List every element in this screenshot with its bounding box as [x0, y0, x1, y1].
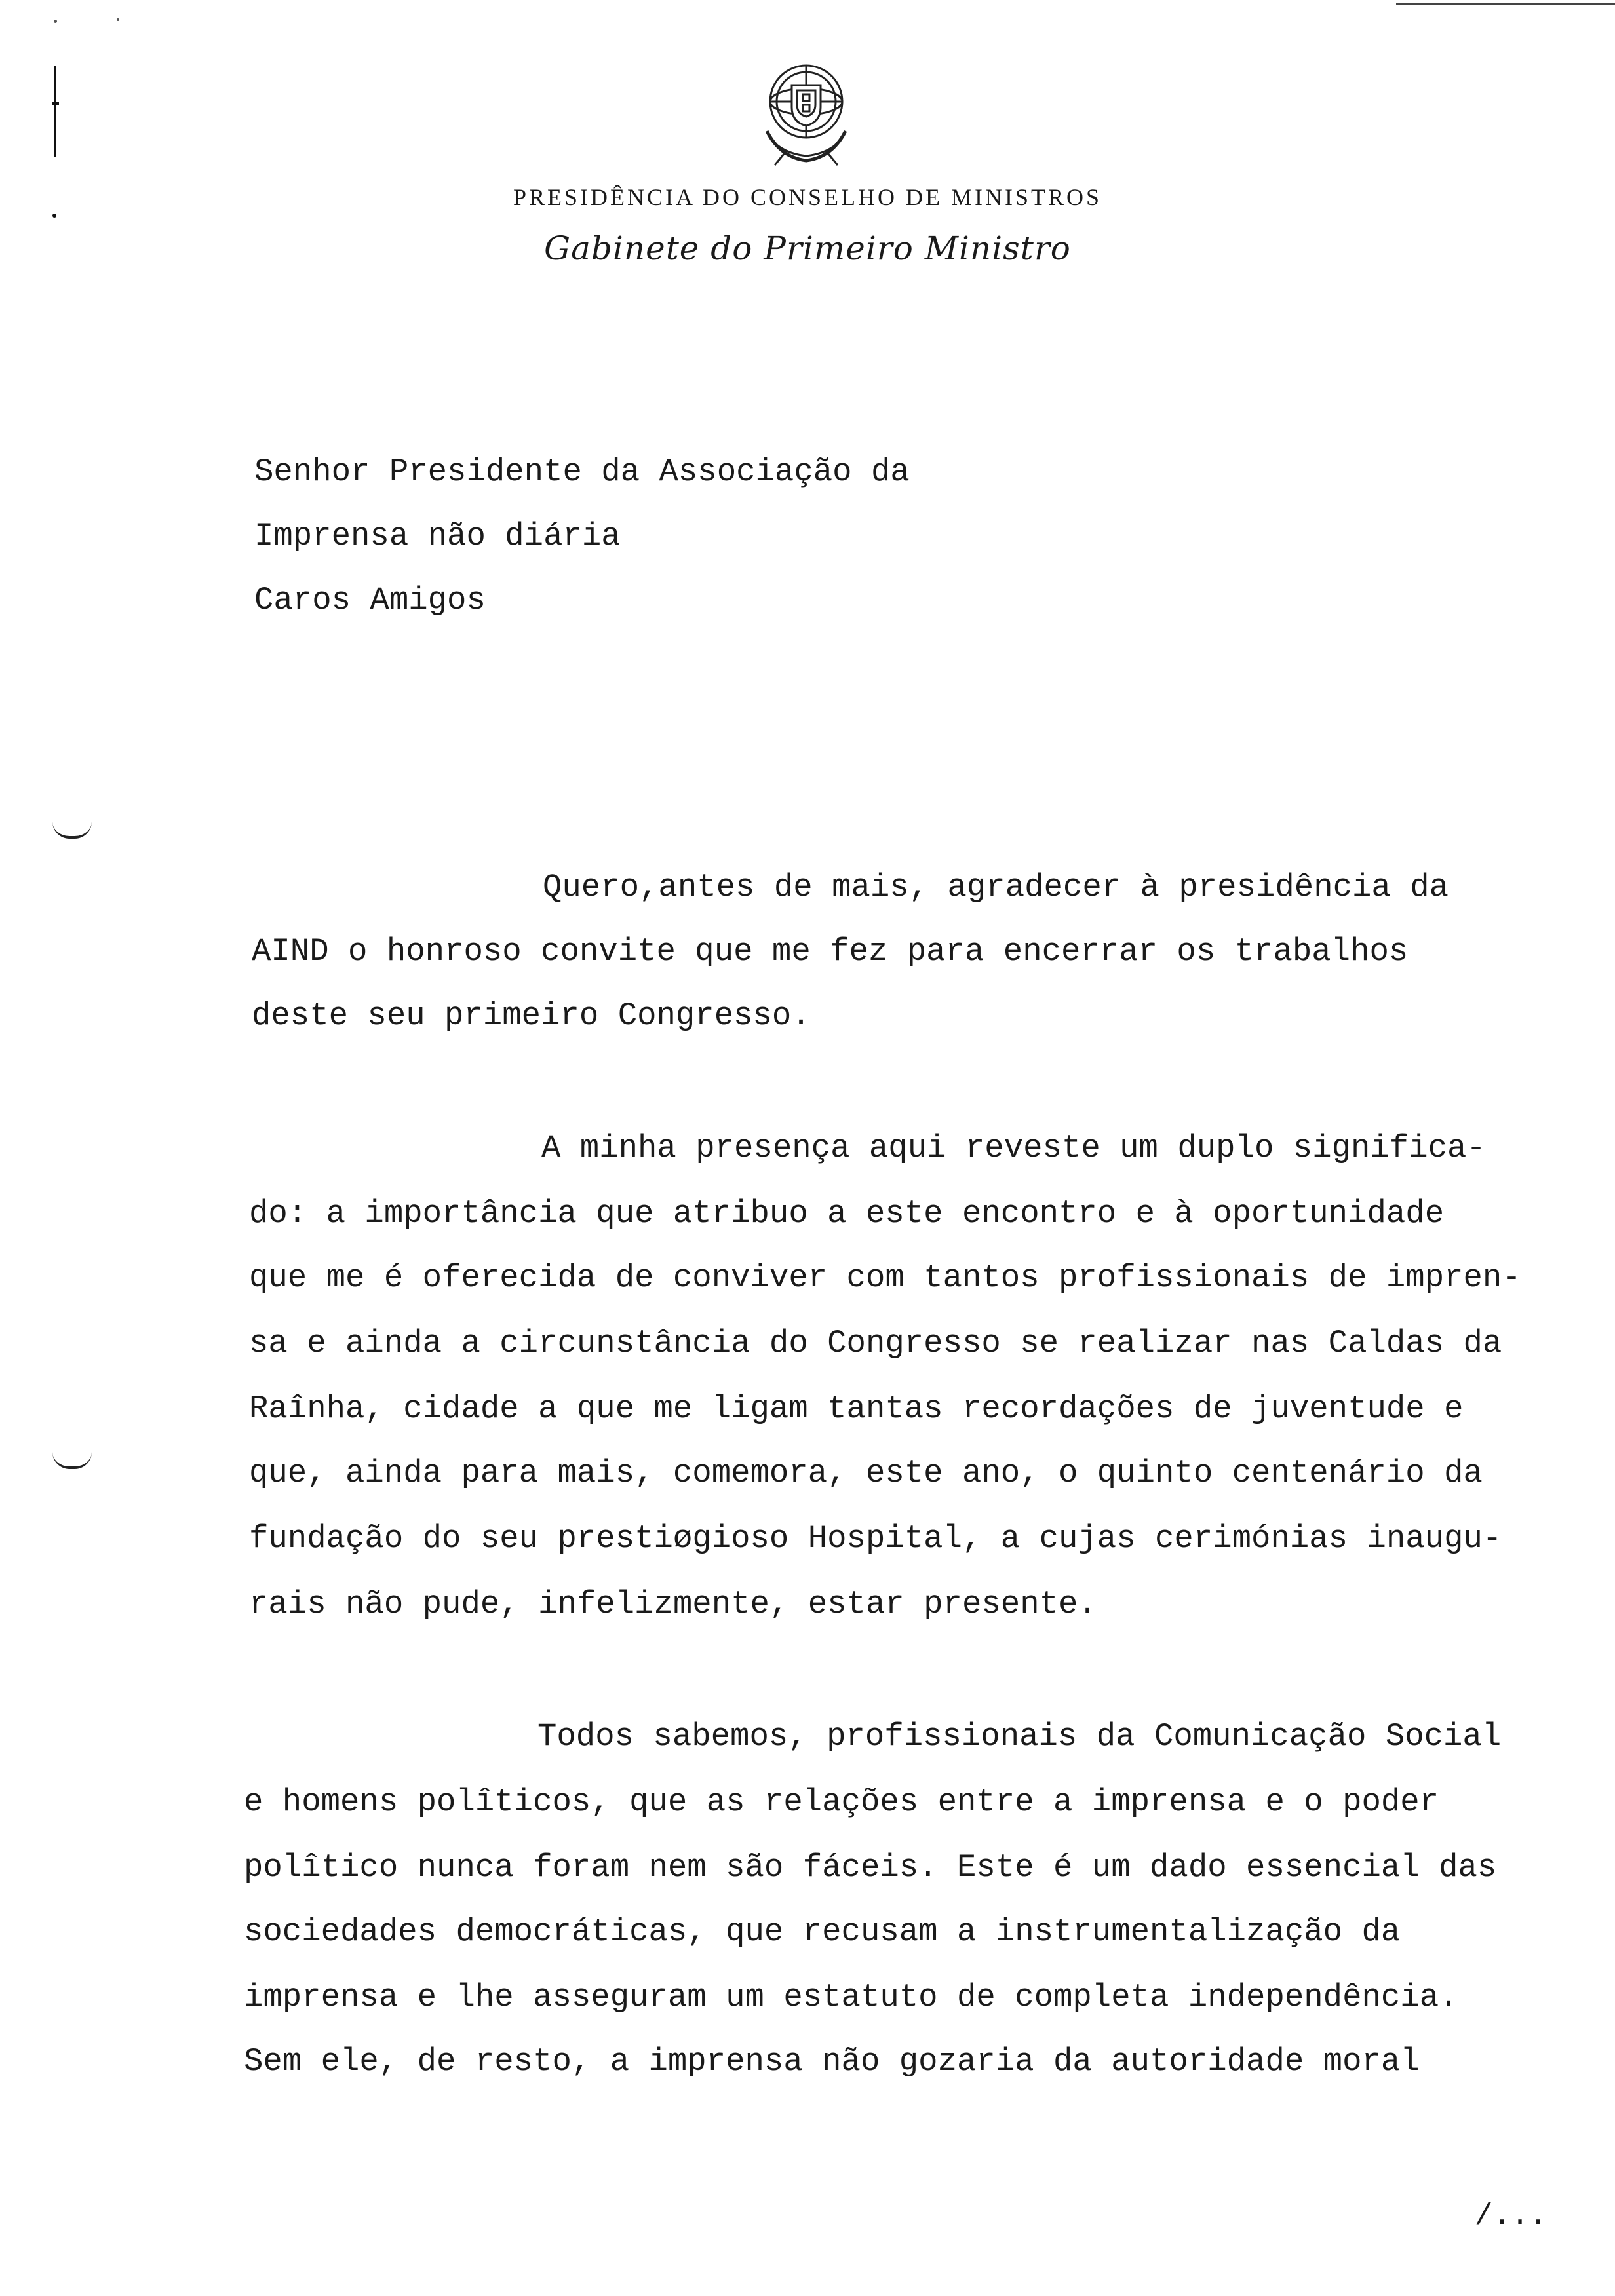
paragraph-line: Raînha, cidade a que me ligam tantas recordações de juventude e [249, 1390, 1464, 1427]
paragraph-line: e homens polîticos, que as relações entre a imprensa e o poder [244, 1784, 1439, 1820]
paragraph-line: fundação do seu prestiøgioso Hospital, a cujas cerimónias inaugu- [249, 1520, 1502, 1557]
paragraph-line: sociedades democráticas, que recusam a instrumentalização da [244, 1913, 1401, 1950]
punch-hole-mark [52, 1452, 92, 1469]
paragraph-line: que me é oferecida de conviver com tantos profissionais de impren- [249, 1259, 1521, 1296]
institution-name: PRESIDÊNCIA DO CONSELHO DE MINISTROS [513, 184, 1102, 210]
continuation-mark: /... [1475, 2199, 1547, 2233]
paragraph-line: Todos sabemos, profissionais da Comunicação Social [537, 1718, 1502, 1755]
paragraph-line: que, ainda para mais, comemora, este ano, o quinto centenário da [249, 1455, 1483, 1491]
punch-hole-mark [52, 822, 92, 839]
coat-of-arms-icon [747, 52, 865, 170]
paragraph-line: Sem ele, de resto, a imprensa não gozaria da autoridade moral [244, 2043, 1420, 2080]
salutation-line: Imprensa não diária [254, 518, 621, 554]
paragraph-line: imprensa e lhe asseguram um estatuto de completa independência. [244, 1979, 1458, 2016]
scan-speck [54, 20, 57, 23]
paragraph-line: Quero,antes de mais, agradecer à presidência da [543, 869, 1449, 906]
paragraph-line: rais não pude, infelizmente, estar presente. [249, 1586, 1097, 1622]
salutation-line: Caros Amigos [254, 582, 486, 619]
scan-speck [117, 18, 119, 21]
paragraph-line: AIND o honroso convite que me fez para encerrar os trabalhos [252, 933, 1409, 970]
paragraph-line: polîtico nunca foram nem são fáceis. Este é um dado essencial das [244, 1849, 1497, 1886]
margin-mark [52, 66, 56, 157]
paragraph-line: A minha presença aqui reveste um duplo significa- [541, 1130, 1486, 1166]
paragraph-line: sa e ainda a circunstância do Congresso se realizar nas Caldas da [249, 1325, 1502, 1362]
salutation-line: Senhor Presidente da Associação da [254, 453, 910, 490]
paragraph-line: do: a importância que atribuo a este encontro e à oportunidade [249, 1195, 1445, 1232]
office-name: Gabinete do Primeiro Ministro [544, 229, 1071, 267]
scan-edge-line [1396, 3, 1615, 5]
paragraph-line: deste seu primeiro Congresso. [252, 997, 811, 1034]
